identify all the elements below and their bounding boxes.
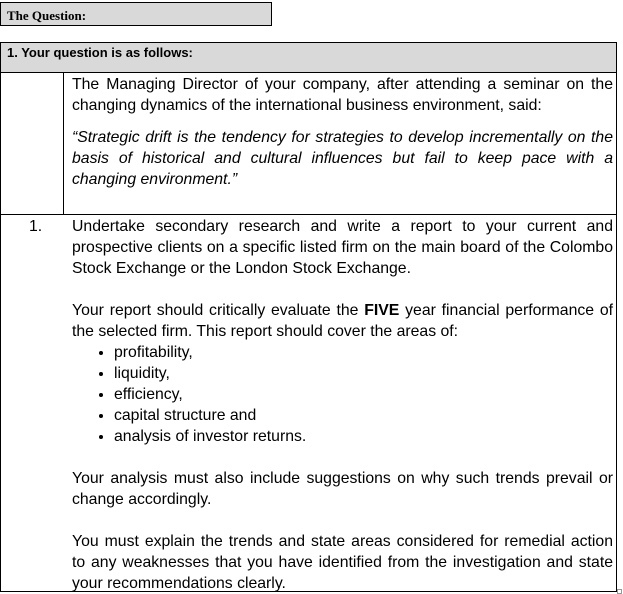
task-paragraph-4: You must explain the trends and state areas considered for remedial action to any weaknesses that you have identified from the investigation and state your recommendations clearly. bbox=[72, 533, 613, 592]
task-p2-before: Your report should critically evaluate the bbox=[72, 302, 365, 319]
list-item: • profitability, bbox=[114, 342, 613, 363]
task-p2-bold: FIVE bbox=[364, 302, 400, 319]
list-item: • analysis of investor returns. bbox=[114, 426, 613, 447]
question-row-label: 1. Your question is as follows: bbox=[1, 43, 616, 73]
list-item: • efficiency, bbox=[114, 384, 613, 405]
task-paragraph-3: Your analysis must also include suggestions on why such trends prevail or change accordingly. bbox=[72, 470, 613, 508]
question-table bbox=[0, 42, 617, 592]
list-item: • liquidity, bbox=[114, 363, 613, 384]
list-item: • capital structure and bbox=[114, 405, 613, 426]
intro-cell bbox=[72, 74, 613, 201]
task-paragraph-2 bbox=[72, 300, 613, 342]
question-heading: The Question: bbox=[0, 2, 272, 26]
task-number: 1. bbox=[29, 218, 43, 235]
row-separator bbox=[1, 214, 616, 215]
task-bullet-list bbox=[72, 342, 613, 447]
intro-paragraph: The Managing Director of your company, after attending a seminar on the changing dynamics of the international business environment, said: bbox=[72, 76, 613, 114]
column-divider bbox=[63, 73, 64, 215]
task-p2-after: year financial performance of the selected firm. This report should cover the areas of: bbox=[72, 302, 613, 340]
task-paragraph-1: Undertake secondary research and write a report to your current and prospective clients on a specific listed firm on the main board of the Colombo Stock Exchange or the London Stock Exchange. bbox=[72, 218, 613, 277]
table-resize-handle[interactable] bbox=[617, 589, 622, 594]
intro-quote: “Strategic drift is the tendency for strategies to develop incrementally on the basis of historical and cultural influences but fail to keep pace with a changing environment.” bbox=[72, 129, 613, 188]
task-cell bbox=[72, 216, 613, 594]
